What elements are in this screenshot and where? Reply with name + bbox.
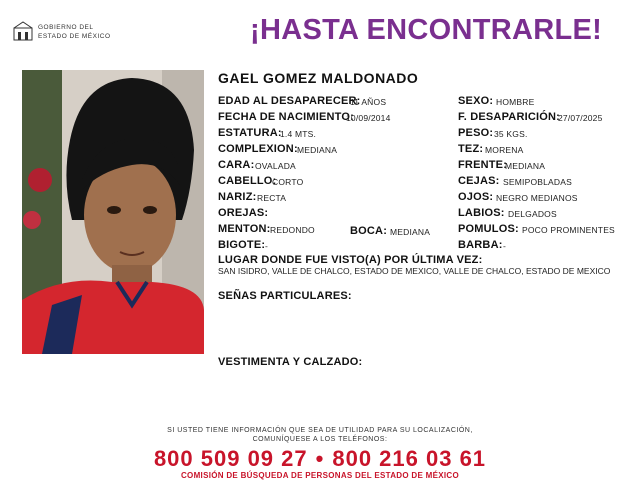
missing-person-photo xyxy=(22,70,204,354)
field-label-cejas: CEJAS: xyxy=(458,175,500,187)
clothing-label: VESTIMENTA Y CALZADO: xyxy=(218,356,363,368)
field-value-barba: - xyxy=(503,241,507,251)
headline: ¡HASTA ENCONTRARLE! xyxy=(250,14,603,46)
field-value-estatura: 1.4 MTS. xyxy=(280,129,317,139)
phone-number-1[interactable]: 800 509 09 27 xyxy=(153,446,308,471)
field-value-f-desaparicion: 27/07/2025 xyxy=(558,113,603,123)
phone-numbers xyxy=(0,446,640,472)
field-label-pomulos: POMULOS: xyxy=(458,223,519,235)
field-label-f-desaparicion: F. DESAPARICIÓN: xyxy=(458,111,561,123)
field-label-menton: MENTON: xyxy=(218,223,271,235)
field-label-sexo: SEXO: xyxy=(458,95,494,107)
logo-line-1: GOBIERNO DEL xyxy=(38,24,94,31)
logo-line-2: ESTADO DE MÉXICO xyxy=(38,33,111,40)
footer-note-line-1: SI USTED TIENE INFORMACIÓN QUE SEA DE UTILIDAD PARA SU LOCALIZACIÓN, xyxy=(167,427,473,434)
field-value-bigote: - xyxy=(265,241,269,251)
distinguishing-marks-label: SEÑAS PARTICULARES: xyxy=(218,290,352,302)
field-label-ojos: OJOS: xyxy=(458,191,494,203)
field-value-fecha-nacimiento: 10/09/2014 xyxy=(346,113,391,123)
field-value-boca: MEDIANA xyxy=(390,227,431,237)
phone-separator: • xyxy=(315,446,325,471)
field-value-ojos: NEGRO MEDIANOS xyxy=(496,193,578,203)
person-name: GAEL GOMEZ MALDONADO xyxy=(218,70,419,86)
last-seen-value: SAN ISIDRO, VALLE DE CHALCO, ESTADO DE MEXICO, VALLE DE CHALCO, ESTADO DE MEXICO xyxy=(218,266,611,276)
field-label-frente: FRENTE: xyxy=(458,159,508,171)
field-value-tez: MORENA xyxy=(485,145,524,155)
government-logo xyxy=(10,18,120,48)
field-value-nariz: RECTA xyxy=(257,193,287,203)
field-label-complexion: COMPLEXION: xyxy=(218,143,298,155)
field-label-tez: TEZ: xyxy=(458,143,484,155)
field-label-boca: BOCA: xyxy=(350,225,388,237)
field-label-cara: CARA: xyxy=(218,159,255,171)
footer-note-line-2: COMUNÍQUESE A LOS TELÉFONOS: xyxy=(252,436,388,443)
field-value-sexo: HOMBRE xyxy=(496,97,535,107)
field-label-labios: LABIOS: xyxy=(458,207,505,219)
field-label-estatura: ESTATURA: xyxy=(218,127,282,139)
field-value-cejas: SEMIPOBLADAS xyxy=(503,177,573,187)
state-emblem-icon xyxy=(12,20,34,42)
field-value-complexion: MEDIANA xyxy=(297,145,338,155)
field-value-cabello: CORTO xyxy=(272,177,304,187)
field-value-labios: DELGADOS xyxy=(508,209,557,219)
field-label-cabello: CABELLO: xyxy=(218,175,277,187)
last-seen-label: LUGAR DONDE FUE VISTO(A) POR ÚLTIMA VEZ: xyxy=(218,254,483,266)
field-label-fecha-nacimiento: FECHA DE NACIMIENTO: xyxy=(218,111,354,123)
person-portrait xyxy=(22,70,204,354)
field-value-edad: 11 AÑOS xyxy=(350,97,387,107)
field-value-pomulos: POCO PROMINENTES xyxy=(522,225,615,235)
field-value-peso: 35 KGS. xyxy=(494,129,528,139)
field-label-edad: EDAD AL DESAPARECER: xyxy=(218,95,361,107)
field-label-bigote: BIGOTE: xyxy=(218,239,266,251)
phone-number-2[interactable]: 800 216 03 61 xyxy=(332,446,487,471)
field-value-menton: REDONDO xyxy=(270,225,315,235)
field-value-cara: OVALADA xyxy=(255,161,296,171)
field-label-barba: BARBA: xyxy=(458,239,503,251)
field-label-peso: PESO: xyxy=(458,127,494,139)
field-label-nariz: NARIZ: xyxy=(218,191,257,203)
field-label-orejas: OREJAS: xyxy=(218,207,269,219)
commission-name: COMISIÓN DE BÚSQUEDA DE PERSONAS DEL ESTADO DE MÉXICO xyxy=(180,471,459,480)
field-value-frente: MEDIANA xyxy=(505,161,546,171)
